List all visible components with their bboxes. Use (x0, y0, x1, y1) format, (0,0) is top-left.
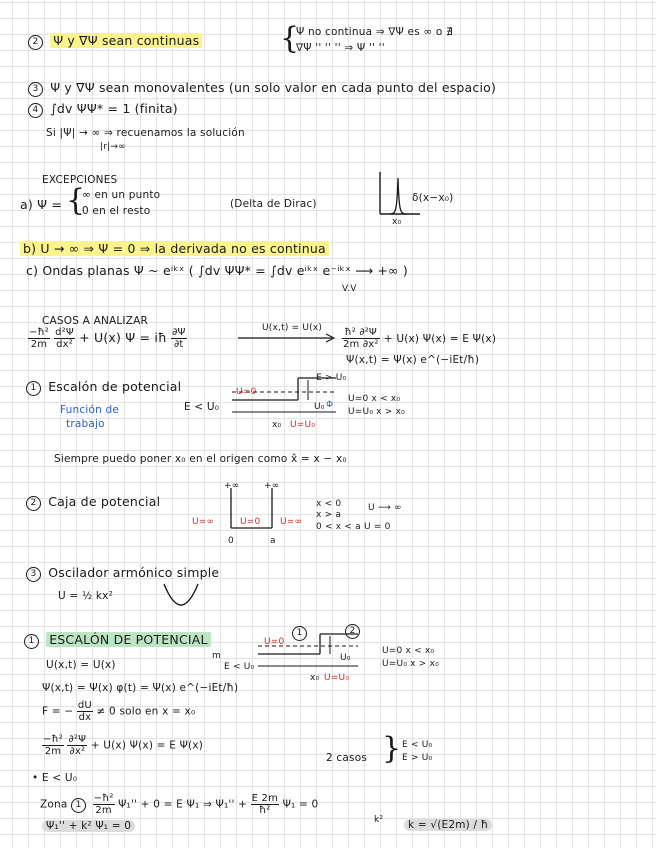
case-1 (26, 379, 181, 396)
condition-2-branch-1: Ψ no continua ⇒ ∇Ψ es ∞ o ∄ (296, 26, 453, 38)
case-2-zero: 0 (228, 536, 234, 546)
denominator: ∂x² (69, 746, 86, 757)
fraction (342, 327, 380, 350)
condition-4-note: Si |Ψ| → ∞ ⇒ recuenamos la solución (46, 127, 245, 139)
escalon-line-4 (42, 734, 203, 757)
exception-c-sub: V.V (342, 284, 357, 294)
case-2-mid: U=0 (240, 517, 261, 527)
brace: { (280, 21, 300, 56)
fraction (251, 793, 279, 816)
delta-spike (390, 178, 406, 214)
case-3 (26, 565, 219, 582)
case-2-cond-3: 0 < x < a U = 0 (316, 522, 391, 532)
final-equation (42, 818, 135, 834)
final-k-text: k = √(E2m) / ħ (404, 819, 492, 831)
escalon-u0: U₀ (340, 653, 351, 663)
number-circle: 2 (345, 624, 360, 639)
case-2-inf-right: +∞ (264, 481, 280, 491)
exception-b (20, 241, 329, 257)
condition-4-text: ∫dv ΨΨ* = 1 (finita) (50, 101, 178, 116)
condition-3 (28, 80, 496, 97)
numerator: ∂²Ψ (68, 734, 87, 745)
dirac-tick: x₀ (392, 217, 402, 227)
escalon-cond-2: U=U₀ x > x₀ (382, 659, 439, 669)
exception-a-prefix: a) Ψ = (20, 197, 62, 212)
condition-2 (28, 33, 202, 50)
numerator: −ħ² (93, 793, 114, 804)
schrodinger-time-independent (342, 327, 496, 350)
denominator: dx² (56, 339, 73, 350)
case-1-cond-2: U=U₀ x > x₀ (348, 407, 405, 417)
denominator: dx (78, 712, 92, 723)
escalon-line-2: Ψ(x,t) = Ψ(x) φ(t) = Ψ(x) e^(−iEt/ħ) (42, 682, 239, 694)
parabola-graph (162, 582, 202, 610)
denominator: 2m (30, 339, 48, 350)
fraction (67, 734, 87, 757)
escalon-x0: x₀ (310, 673, 320, 683)
fraction (28, 327, 50, 350)
brace: } (382, 731, 402, 766)
denominator: ħ² (259, 805, 271, 816)
equation-text: F = − (42, 705, 74, 718)
case-1-x0: x₀ (272, 420, 282, 430)
case-1-cond-1: U=0 x < x₀ (348, 394, 401, 404)
case-2-cond-result: U ⟶ ∞ (368, 503, 402, 513)
number-circle: 2 (28, 35, 43, 50)
case-3-title: Oscilador armónico simple (48, 565, 220, 580)
equation-text: + U(x) Ψ(x) = E Ψ(x) (383, 333, 497, 345)
exception-a-label: (Delta de Dirac) (230, 198, 317, 210)
case-1-uo: U₀ (314, 402, 325, 412)
schrodinger-equation (28, 327, 187, 350)
condition-4-note-sub: |r|→∞ (100, 142, 126, 152)
case-2-right: U=∞ (280, 517, 303, 527)
escalon-graph (258, 628, 368, 676)
equation-text: Ψ₁'' + 0 = E Ψ₁ ⇒ Ψ₁'' + (118, 798, 248, 811)
case-2 (26, 494, 160, 511)
escalon-u-label: U=0 (264, 637, 285, 647)
case-1-note-a: Función de (60, 404, 120, 416)
denominator: 2m (44, 746, 62, 757)
case-3-equation: U = ½ kx² (58, 590, 113, 602)
exceptions-heading: EXCEPCIONES (42, 174, 118, 186)
case-2-a: a (270, 536, 276, 546)
case-1-e-label: E > U₀ (316, 373, 347, 383)
case-1-uu: U=U₀ (290, 420, 316, 430)
equation-text: Ψ₁ = 0 (282, 798, 319, 811)
exception-b-text: b) U → ∞ ⇒ Ψ = 0 ⇒ la derivada no es continua (20, 241, 329, 256)
case-1-note-b: trabajo (66, 418, 105, 430)
case-1-title: Escalón de potencial (48, 379, 182, 394)
numerator: ħ² ∂²Ψ (342, 327, 380, 339)
case-2-inf-left: +∞ (224, 481, 240, 491)
number-circle: 1 (71, 798, 86, 813)
escalon-line-1: U(x,t) = U(x) (46, 659, 116, 671)
numerator: −ħ² (43, 734, 63, 745)
zona-label: Zona (40, 798, 68, 811)
denominator: 2m (95, 805, 112, 816)
case-2-cond-2: x > a (316, 510, 342, 520)
number-circle: 3 (28, 82, 43, 97)
condition-4 (28, 101, 178, 118)
denominator: ∂t (174, 339, 184, 350)
case-b: E > U₀ (402, 753, 433, 763)
two-cases: 2 casos (326, 752, 367, 764)
number-circle: 1 (292, 626, 307, 641)
numerator: E 2m (251, 793, 279, 804)
parabola-curve (164, 584, 198, 605)
case-1-phi: Φ (326, 400, 334, 410)
number-circle: 3 (26, 567, 41, 582)
case-2-cond-1: x < 0 (316, 499, 342, 509)
fraction (54, 327, 75, 350)
arrow-icon (238, 334, 338, 342)
case-a: E < U₀ (402, 740, 433, 750)
dirac-label: δ(x−x₀) (412, 192, 454, 204)
case-1-remark: Siempre puedo poner x₀ en el origen como x̂ = x − x₀ (54, 453, 347, 465)
number-circle: 4 (28, 103, 43, 118)
separation-of-variables: Ψ(x,t) = Ψ(x) e^(−iEt/ħ) (346, 354, 480, 366)
escalon-line-3 (42, 700, 195, 723)
zona-equation (40, 793, 318, 816)
exception-a-case-2: 0 en el resto (82, 205, 151, 217)
final-k (404, 817, 492, 833)
zona-k-squared: k² (374, 815, 384, 825)
escalon-energy: E < U₀ (224, 662, 255, 672)
number-circle: 1 (24, 634, 39, 649)
brace: { (66, 183, 86, 218)
fraction (42, 734, 64, 757)
escalon-title: ESCALÓN DE POTENCIAL (46, 632, 210, 647)
final-equation-text: Ψ₁'' + k² Ψ₁ = 0 (42, 820, 135, 832)
escalon-header (24, 632, 211, 649)
case-2-left: U=∞ (192, 517, 215, 527)
escalon-uu: U=U₀ (324, 673, 350, 683)
bullet-e-less-u0: • E < U₀ (32, 772, 78, 784)
schrodinger-arrow-label: U(x,t) = U(x) (262, 323, 323, 333)
exception-c: c) Ondas planas Ψ ~ eⁱᵏˣ ( ∫dv ΨΨ* = ∫dv eⁱᵏˣ e⁻ⁱᵏˣ ⟶ +∞ ) (26, 263, 408, 278)
case-2-title: Caja de potencial (48, 494, 161, 509)
numerator: dU (77, 700, 92, 711)
cases-heading: CASOS A ANALIZAR (42, 315, 149, 327)
condition-3-text: Ψ y ∇Ψ sean monovalentes (un solo valor en cada punto del espacio) (50, 80, 497, 95)
number-circle: 1 (26, 381, 41, 396)
numerator: −ħ² (29, 327, 49, 338)
number-circle: 2 (26, 496, 41, 511)
denominator: 2m ∂x² (343, 339, 379, 350)
escalon-mass: m (212, 651, 221, 661)
equation-text: + U(x) Ψ(x) = E Ψ(x) (90, 739, 204, 752)
condition-2-branch-2: ∇Ψ '' '' '' ⇒ Ψ '' '' (296, 42, 385, 54)
escalon-cond-1: U=0 x < x₀ (382, 646, 435, 656)
case-1-u0: U=0 (236, 387, 257, 397)
fraction (171, 327, 186, 350)
condition-2-label: Ψ y ∇Ψ sean continuas (50, 33, 202, 48)
case-1-energy: E < U₀ (184, 401, 220, 413)
numerator: d²Ψ (55, 327, 74, 338)
equation-text: ≠ 0 solo en x = x₀ (96, 705, 196, 718)
numerator: ∂Ψ (172, 327, 186, 338)
fraction (77, 700, 93, 723)
fraction (93, 793, 115, 816)
exception-a-case-1: ∞ en un punto (82, 189, 161, 201)
equation-text: + U(x) Ψ = iħ (79, 330, 167, 345)
